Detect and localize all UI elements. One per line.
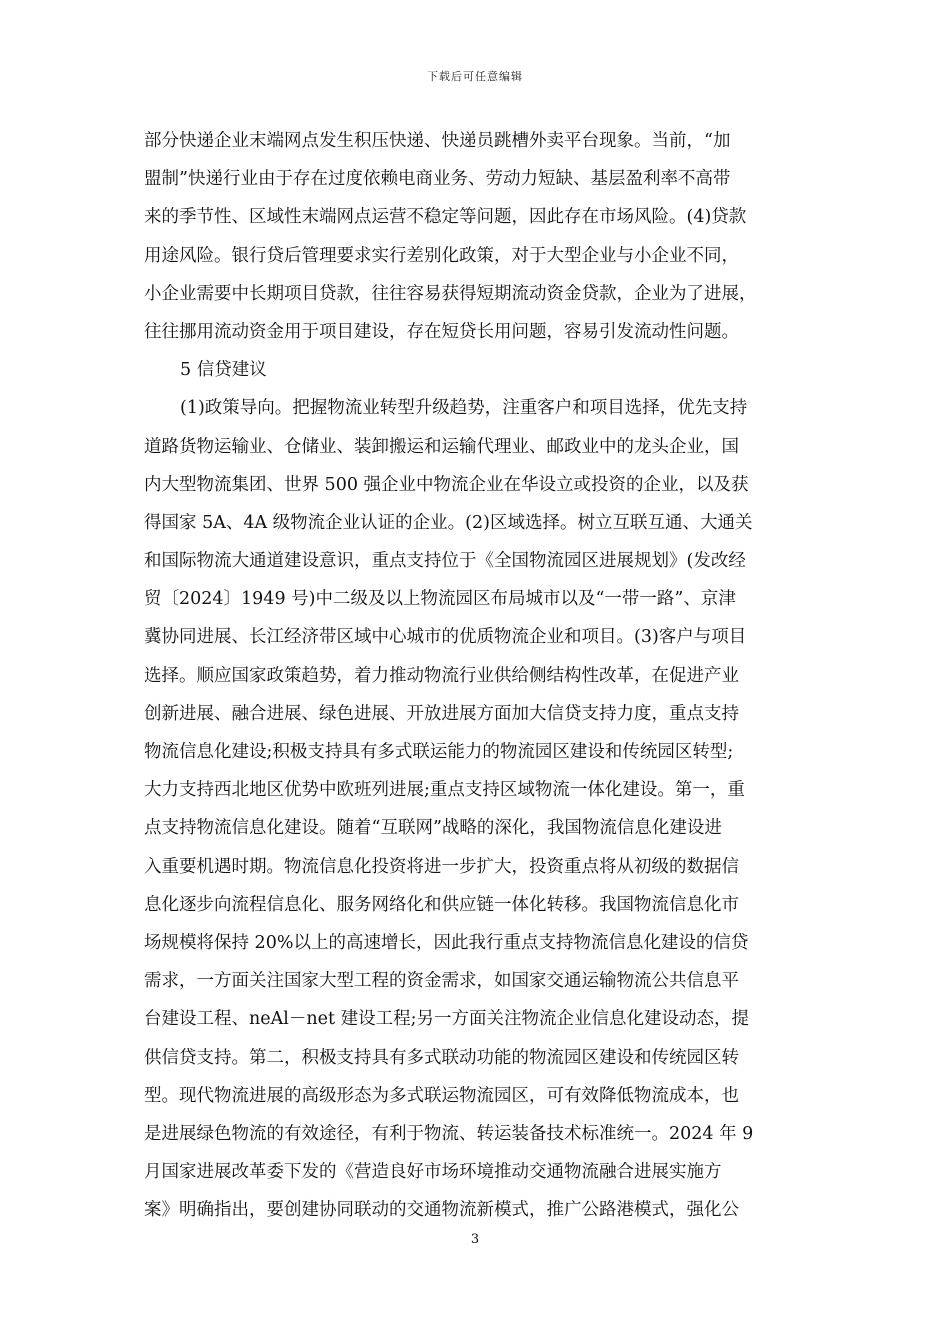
- text-line: 贸〔2024〕1949 号)中二级及以上物流园区布局城市以及“一带一路”、京津: [144, 589, 736, 610]
- body-text: [144, 122, 812, 1229]
- text-line: 场规模将保持 20%以上的高速增长，因此我行重点支持物流信息化建设的信贷: [144, 932, 749, 953]
- text-line: 点支持物流信息化建设。随着“互联网”战略的深化，我国物流信息化建设进: [144, 818, 722, 839]
- text-line: 选择。顺应国家政策趋势，着力推动物流行业供给侧结构性改革，在促进产业: [144, 665, 739, 686]
- text-line: 创新进展、融合进展、绿色进展、开放进展方面加大信贷支持力度，重点支持: [144, 703, 739, 724]
- text-line: 台建设工程、neAl－net 建设工程;另一方面关注物流企业信息化建设动态，提: [144, 1009, 749, 1030]
- text-line: 得国家 5A、4A 级物流企业认证的企业。(2)区域选择。树立互联互通、大通关: [144, 512, 753, 533]
- text-line: 息化逐步向流程信息化、服务网络化和供应链一体化转移。我国物流信息化市: [144, 894, 739, 915]
- text-line: 型。现代物流进展的高级形态为多式联运物流园区，可有效降低物流成本，也: [144, 1085, 739, 1106]
- text-line: (1)政策导向。把握物流业转型升级趋势，注重客户和项目选择，优先支持: [180, 398, 748, 419]
- text-line: 和国际物流大通道建设意识，重点支持位于《全国物流园区进展规划》(发改经: [144, 551, 746, 572]
- text-line: 来的季节性、区域性末端网点运营不稳定等问题，因此存在市场风险。(4)贷款: [144, 207, 747, 228]
- text-line: 部分快递企业末端网点发生积压快递、快递员跳槽外卖平台现象。当前，“加: [144, 131, 731, 151]
- text-line: 冀协同进展、长江经济带区域中心城市的优质物流企业和项目。(3)客户与项目: [144, 627, 747, 648]
- text-line: 盟制”快递行业由于存在过度依赖电商业务、劳动力短缺、基层盈利率不高带: [144, 169, 731, 190]
- page-number: 3: [470, 1232, 480, 1247]
- text-line: 大力支持西北地区优势中欧班列进展;重点支持区域物流一体化建设。第一，重: [144, 780, 745, 801]
- text-line: 是进展绿色物流的有效途径，有利于物流、转运装备技术标准统一。2024 年 9: [144, 1123, 754, 1144]
- section-heading: 5 信贷建议: [180, 360, 267, 381]
- text-line: 内大型物流集团、世界 500 强企业中物流企业在华设立或投资的企业，以及获: [144, 474, 749, 495]
- text-line: 入重要机遇时期。物流信息化投资将进一步扩大，投资重点将从初级的数据信: [144, 856, 739, 877]
- text-line: 往往挪用流动资金用于项目建设，存在短贷长用问题，容易引发流动性问题。: [144, 321, 739, 342]
- text-line: 月国家进展改革委下发的《营造良好市场环境推动交通物流融合进展实施方: [144, 1162, 722, 1183]
- text-line: 小企业需要中长期项目贷款，往往容易获得短期流动资金贷款，企业为了进展，: [144, 283, 757, 304]
- text-line: 需求，一方面关注国家大型工程的资金需求，如国家交通运输物流公共信息平: [144, 971, 739, 992]
- text-line: 物流信息化建设;积极支持具有多式联运能力的物流园区建设和传统园区转型;: [144, 742, 734, 762]
- text-line: 案》明确指出，要创建协同联动的交通物流新模式，推广公路港模式，强化公: [144, 1200, 739, 1221]
- page-header: 下载后可任意编辑: [427, 70, 523, 83]
- text-line: 供信贷支持。第二，积极支持具有多式联动功能的物流园区建设和传统园区转: [144, 1047, 739, 1068]
- text-line: 道路货物运输业、仓储业、装卸搬运和运输代理业、邮政业中的龙头企业，国: [144, 436, 739, 457]
- text-line: 用途风险。银行贷后管理要求实行差别化政策，对于大型企业与小企业不同，: [144, 245, 739, 266]
